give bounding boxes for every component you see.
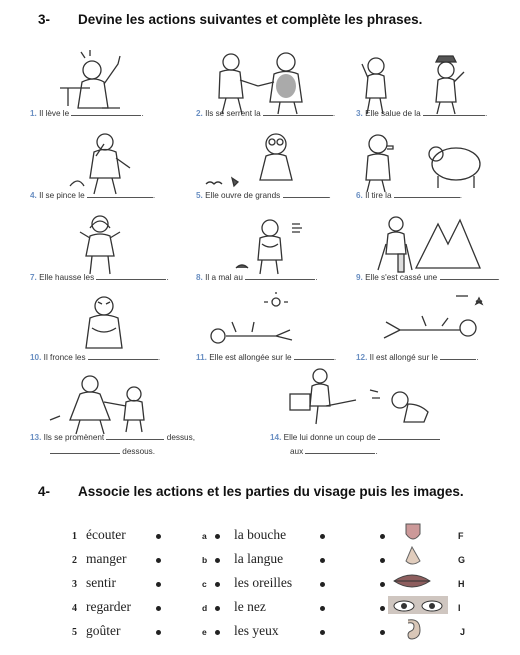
eyes-icon xyxy=(388,594,448,621)
action-verb: manger xyxy=(86,551,127,566)
illustration-broken-leg xyxy=(356,210,516,272)
illustration-wide-eyes xyxy=(196,128,356,190)
exercise-sentence-line-2: dessous. xyxy=(30,446,250,457)
item-letter: b xyxy=(202,555,208,565)
exercise-sentence: 2. Ils se serrent la . xyxy=(196,109,336,118)
illustration-walking-pair xyxy=(30,372,250,432)
exercise-7 xyxy=(30,210,190,283)
tongue-icon xyxy=(400,522,426,549)
answer-blank[interactable] xyxy=(50,446,120,454)
exercise-5 xyxy=(196,128,356,201)
exercise-10 xyxy=(30,292,190,363)
match-row xyxy=(0,622,520,644)
noun-dot-left[interactable] xyxy=(215,582,220,587)
exercise-sentence: 10. Il fronce les . xyxy=(30,353,161,362)
mouth-icon xyxy=(392,570,432,597)
verb-dot[interactable] xyxy=(156,582,161,587)
illustration-stomach-ache xyxy=(196,210,356,272)
exercise-sentence: 11. Elle est allongée sur le . xyxy=(196,353,337,362)
section-4-heading xyxy=(38,484,464,499)
match-row xyxy=(0,550,520,572)
nose-icon xyxy=(400,546,426,573)
face-part: la bouche xyxy=(234,527,287,542)
exercise-sentence: 9. Elle s'est cassé une . xyxy=(356,273,500,282)
verb-dot[interactable] xyxy=(156,606,161,611)
exercise-8 xyxy=(196,210,356,283)
exercise-9 xyxy=(356,210,516,283)
item-letter: e xyxy=(202,627,207,637)
exercise-6 xyxy=(356,128,516,201)
answer-blank[interactable] xyxy=(305,446,375,454)
noun-dot-right[interactable] xyxy=(320,534,325,539)
exercise-11 xyxy=(196,292,356,363)
illustration-shrugging xyxy=(30,210,190,272)
exercise-sentence: 5. Elle ouvre de grands . xyxy=(196,191,331,200)
exercise-sentence: 4. Il se pince le . xyxy=(30,191,156,200)
item-number: 1 xyxy=(72,531,77,542)
illustration-pinching-nose xyxy=(30,128,190,190)
exercise-2 xyxy=(196,48,356,119)
illustration-tongue-out xyxy=(356,128,516,190)
exercise-3 xyxy=(356,48,516,119)
section-4-title: Associe les actions et les parties du visage puis les images. xyxy=(78,484,464,499)
verb-dot[interactable] xyxy=(156,534,161,539)
item-number: 4 xyxy=(72,603,77,614)
section-3-heading xyxy=(38,12,422,27)
image-letter: H xyxy=(458,579,465,589)
illustration-kicking xyxy=(270,360,490,432)
illustration-lying-on-back xyxy=(196,292,356,352)
exercise-sentence: 3. Elle salue de la . xyxy=(356,109,488,118)
illustration-raising-finger xyxy=(30,48,190,108)
noun-dot-left[interactable] xyxy=(215,630,220,635)
action-verb: écouter xyxy=(86,527,126,542)
match-row xyxy=(0,526,520,548)
item-number: 5 xyxy=(72,627,77,638)
item-number: 2 xyxy=(72,555,77,566)
item-number: 3 xyxy=(72,579,77,590)
noun-dot-left[interactable] xyxy=(215,606,220,611)
image-letter: J xyxy=(460,627,466,637)
exercise-sentence: 12. Il est allongé sur le . xyxy=(356,353,479,362)
image-dot[interactable] xyxy=(380,582,385,587)
image-dot[interactable] xyxy=(380,630,385,635)
item-letter: d xyxy=(202,603,208,613)
face-part: les yeux xyxy=(234,623,279,638)
exercise-sentence: 6. Il tire la . xyxy=(356,191,463,200)
face-part: le nez xyxy=(234,599,266,614)
exercise-4 xyxy=(30,128,190,201)
match-row xyxy=(0,574,520,596)
verb-dot[interactable] xyxy=(156,558,161,563)
illustration-frowning xyxy=(30,292,190,352)
ear-icon xyxy=(400,618,426,645)
image-letter: F xyxy=(458,531,464,541)
face-part: la langue xyxy=(234,551,284,566)
section-3-title: Devine les actions suivantes et complète les phrases. xyxy=(78,12,423,27)
match-row xyxy=(0,598,520,620)
noun-dot-right[interactable] xyxy=(320,606,325,611)
image-letter: G xyxy=(458,555,466,565)
exercise-sentence: 13. Ils se promènent dessus, xyxy=(30,433,195,442)
image-dot[interactable] xyxy=(380,534,385,539)
noun-dot-right[interactable] xyxy=(320,558,325,563)
noun-dot-left[interactable] xyxy=(215,534,220,539)
image-letter: I xyxy=(458,603,461,613)
item-letter: c xyxy=(202,579,207,589)
image-dot[interactable] xyxy=(380,558,385,563)
exercise-sentence: 8. Il a mal au . xyxy=(196,273,318,282)
action-verb: sentir xyxy=(86,575,116,590)
noun-dot-left[interactable] xyxy=(215,558,220,563)
noun-dot-right[interactable] xyxy=(320,582,325,587)
section-3-number: 3- xyxy=(38,12,51,27)
image-dot[interactable] xyxy=(380,606,385,611)
answer-blank[interactable] xyxy=(378,432,440,440)
illustration-greeting xyxy=(356,48,516,108)
item-letter: a xyxy=(202,531,207,541)
section-4-number: 4- xyxy=(38,484,51,499)
verb-dot[interactable] xyxy=(156,630,161,635)
action-verb: regarder xyxy=(86,599,131,614)
exercise-13 xyxy=(30,372,250,457)
exercise-14 xyxy=(270,360,490,457)
illustration-handshake xyxy=(196,48,356,108)
exercise-sentence: 7. Elle hausse les . xyxy=(30,273,169,282)
exercise-sentence: 14. Elle lui donne un coup de xyxy=(270,432,490,443)
action-verb: goûter xyxy=(86,623,121,638)
exercise-1 xyxy=(30,48,190,119)
illustration-lying-on-stomach xyxy=(356,292,516,352)
noun-dot-right[interactable] xyxy=(320,630,325,635)
exercise-12 xyxy=(356,292,516,363)
exercise-sentence: 1. Il lève le . xyxy=(30,109,144,118)
exercise-sentence-line-2: aux . xyxy=(290,447,378,456)
face-part: les oreilles xyxy=(234,575,293,590)
